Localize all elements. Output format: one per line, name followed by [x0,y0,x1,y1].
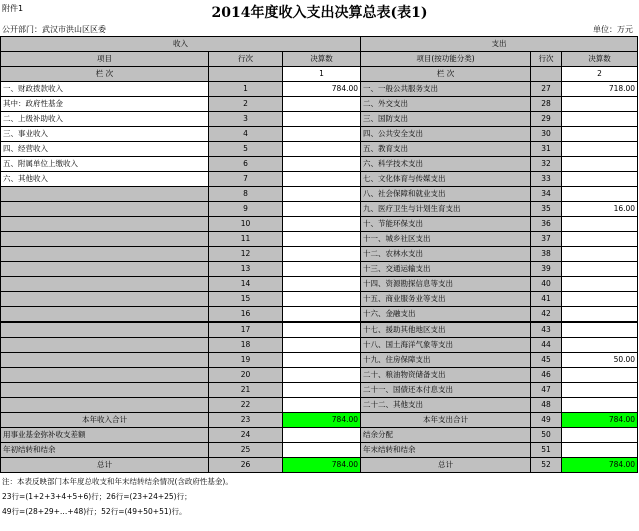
table-row [1,217,638,232]
income-amount [283,142,361,157]
expense-line-no: 43 [531,322,562,338]
income-summary-label: 总计 [1,458,209,473]
summary-row [1,428,638,443]
income-amount [283,383,361,398]
income-item: 五、附属单位上缴收入 [1,157,209,172]
expense-item: 四、公共安全支出 [361,127,531,142]
expense-item: 二、外交支出 [361,97,531,112]
income-amount [283,307,361,323]
income-item [1,247,209,262]
income-item [1,398,209,413]
income-amount [283,217,361,232]
income-summary-label: 用事业基金弥补收支差额 [1,428,209,443]
expense-amount-header: 决算数 [562,52,638,67]
table-row [1,338,638,353]
income-line-header: 行次 [209,52,283,67]
expense-amount [562,368,638,383]
expense-amount [562,292,638,307]
income-line-no: 14 [209,277,283,292]
table-row [1,127,638,142]
table-row [1,307,638,323]
income-line-no: 16 [209,307,283,323]
table-row [1,292,638,307]
expense-summary-line-no: 52 [531,458,562,473]
summary-row [1,413,638,428]
expense-item: 十七、援助其他地区支出 [361,322,531,338]
income-line-no: 18 [209,338,283,353]
expense-amount [562,232,638,247]
income-line-no: 6 [209,157,283,172]
table-row [1,398,638,413]
summary-row [1,443,638,458]
income-amount: 784.00 [283,82,361,97]
column-number-row [1,67,638,82]
expense-amount [562,112,638,127]
table-row [1,383,638,398]
table-row [1,322,638,338]
income-section-header: 收入 [1,37,361,52]
income-amount [283,368,361,383]
expense-summary-line-no: 50 [531,428,562,443]
income-item [1,353,209,368]
expense-summary-line-no: 49 [531,413,562,428]
income-item [1,277,209,292]
income-lanci-blank [209,67,283,82]
income-item: 一、财政拨款收入 [1,82,209,97]
table-row [1,232,638,247]
table-row [1,172,638,187]
expense-line-no: 42 [531,307,562,323]
budget-table [0,36,638,473]
income-line-no: 8 [209,187,283,202]
income-item [1,368,209,383]
income-item [1,322,209,338]
expense-item: 六、科学技术支出 [361,157,531,172]
column-header-row [1,52,638,67]
expense-line-no: 41 [531,292,562,307]
income-item [1,292,209,307]
income-line-no: 2 [209,97,283,112]
expense-summary-label: 本年支出合计 [361,413,531,428]
expense-line-no: 30 [531,127,562,142]
expense-line-no: 31 [531,142,562,157]
table-row [1,277,638,292]
expense-amount [562,157,638,172]
expense-item: 十四、资源勘探信息等支出 [361,277,531,292]
expense-item: 三、国防支出 [361,112,531,127]
income-item: 二、上级补助收入 [1,112,209,127]
expense-amount [562,307,638,323]
expense-item: 二十、粮油物资储备支出 [361,368,531,383]
expense-summary-amount: 784.00 [562,413,638,428]
expense-item: 二十二、其他支出 [361,398,531,413]
expense-amount [562,262,638,277]
income-lanci-cell: 栏 次 [1,67,209,82]
expense-amount: 50.00 [562,353,638,368]
income-item-header: 项目 [1,52,209,67]
income-item: 四、经营收入 [1,142,209,157]
expense-item: 十五、商业服务业等支出 [361,292,531,307]
expense-amount [562,127,638,142]
income-item [1,217,209,232]
unit-label: 单位：万元 [593,25,633,34]
expense-amount [562,247,638,262]
income-line-no: 4 [209,127,283,142]
income-amount [283,277,361,292]
income-item [1,338,209,353]
table-row [1,112,638,127]
income-line-no: 11 [209,232,283,247]
income-amount [283,97,361,112]
expense-lanci-blank [531,67,562,82]
income-line-no: 19 [209,353,283,368]
income-item [1,307,209,323]
income-item [1,232,209,247]
income-amount [283,398,361,413]
income-line-no: 13 [209,262,283,277]
expense-line-no: 48 [531,398,562,413]
expense-item: 九、医疗卫生与计划生育支出 [361,202,531,217]
expense-line-no: 28 [531,97,562,112]
income-column-number: 1 [283,67,361,82]
note-line-2: 23行=(1+2+3+4+5+6)行；26行=(23+24+25)行； [2,492,192,501]
income-line-no: 9 [209,202,283,217]
expense-line-no: 27 [531,82,562,97]
expense-line-no: 44 [531,338,562,353]
income-summary-amount: 784.00 [283,458,361,473]
income-amount [283,338,361,353]
expense-amount [562,398,638,413]
expense-item: 十一、城乡社区支出 [361,232,531,247]
expense-summary-amount [562,443,638,458]
expense-lanci-cell: 栏 次 [361,67,531,82]
income-amount [283,292,361,307]
table-row [1,353,638,368]
income-item [1,383,209,398]
table-row [1,262,638,277]
income-line-no: 7 [209,172,283,187]
income-line-no: 15 [209,292,283,307]
income-amount [283,112,361,127]
budget-table-body [1,37,638,473]
expense-item: 十六、金融支出 [361,307,531,323]
income-amount [283,247,361,262]
expense-summary-line-no: 51 [531,443,562,458]
expense-line-no: 37 [531,232,562,247]
table-row [1,187,638,202]
income-summary-line-no: 25 [209,443,283,458]
attachment-label: 附件1 [2,4,24,13]
expense-amount [562,217,638,232]
expense-item: 十九、住房保障支出 [361,353,531,368]
expense-line-no: 33 [531,172,562,187]
table-row [1,97,638,112]
expense-item: 十、节能环保支出 [361,217,531,232]
expense-summary-label: 总计 [361,458,531,473]
expense-amount: 16.00 [562,202,638,217]
income-item: 六、其他收入 [1,172,209,187]
expense-amount [562,277,638,292]
expense-item: 十二、农林水支出 [361,247,531,262]
expense-line-no: 29 [531,112,562,127]
expense-amount [562,142,638,157]
expense-line-no: 46 [531,368,562,383]
expense-item: 五、教育支出 [361,142,531,157]
expense-line-no: 39 [531,262,562,277]
expense-line-no: 32 [531,157,562,172]
expense-section-header: 支出 [361,37,638,52]
expense-summary-amount [562,428,638,443]
expense-line-no: 34 [531,187,562,202]
note-line-1: 注：本表反映部门本年度总收支和年末结转结余情况(含政府性基金)。 [2,477,233,486]
income-summary-label: 年初结转和结余 [1,443,209,458]
income-amount [283,127,361,142]
expense-item: 二十一、国债还本付息支出 [361,383,531,398]
income-summary-line-no: 24 [209,428,283,443]
expense-line-no: 38 [531,247,562,262]
income-line-no: 1 [209,82,283,97]
expense-item: 一、一般公共服务支出 [361,82,531,97]
expense-line-no: 47 [531,383,562,398]
expense-item: 十三、交通运输支出 [361,262,531,277]
income-amount [283,157,361,172]
expense-item-header: 项目(按功能分类) [361,52,531,67]
income-line-no: 22 [209,398,283,413]
expense-line-no: 36 [531,217,562,232]
income-line-no: 17 [209,322,283,338]
income-summary-line-no: 26 [209,458,283,473]
income-summary-line-no: 23 [209,413,283,428]
income-line-no: 3 [209,112,283,127]
income-summary-amount [283,443,361,458]
department-label: 公开部门：武汉市洪山区区委 [2,25,106,34]
table-row [1,247,638,262]
income-amount [283,172,361,187]
income-amount [283,322,361,338]
section-header-row [1,37,638,52]
income-line-no: 12 [209,247,283,262]
expense-amount [562,383,638,398]
note-line-3: 49行=(28+29+…+48)行；52行=(49+50+51)行。 [2,507,187,516]
income-item [1,187,209,202]
income-line-no: 21 [209,383,283,398]
table-row [1,157,638,172]
income-amount [283,353,361,368]
expense-line-header: 行次 [531,52,562,67]
expense-amount: 718.00 [562,82,638,97]
income-summary-label: 本年收入合计 [1,413,209,428]
expense-column-number: 2 [562,67,638,82]
table-row [1,368,638,383]
expense-amount [562,338,638,353]
income-line-no: 10 [209,217,283,232]
expense-line-no: 45 [531,353,562,368]
income-summary-amount: 784.00 [283,413,361,428]
expense-item: 八、社会保障和就业支出 [361,187,531,202]
expense-line-no: 35 [531,202,562,217]
expense-amount [562,172,638,187]
income-amount [283,232,361,247]
table-row [1,142,638,157]
income-item: 其中：政府性基金 [1,97,209,112]
expense-amount [562,97,638,112]
income-amount [283,262,361,277]
income-amount-header: 决算数 [283,52,361,67]
income-amount [283,187,361,202]
table-row [1,202,638,217]
expense-summary-amount: 784.00 [562,458,638,473]
income-item: 三、事业收入 [1,127,209,142]
income-summary-amount [283,428,361,443]
table-row [1,82,638,97]
summary-row [1,458,638,473]
report-title: 2014年度收入支出决算总表(表1) [211,5,428,21]
expense-summary-label: 结余分配 [361,428,531,443]
expense-amount [562,322,638,338]
expense-line-no: 40 [531,277,562,292]
income-amount [283,202,361,217]
income-line-no: 5 [209,142,283,157]
expense-item: 七、文化体育与传媒支出 [361,172,531,187]
expense-item: 十八、国土海洋气象等支出 [361,338,531,353]
income-line-no: 20 [209,368,283,383]
income-item [1,262,209,277]
expense-summary-label: 年末结转和结余 [361,443,531,458]
expense-amount [562,187,638,202]
income-item [1,202,209,217]
